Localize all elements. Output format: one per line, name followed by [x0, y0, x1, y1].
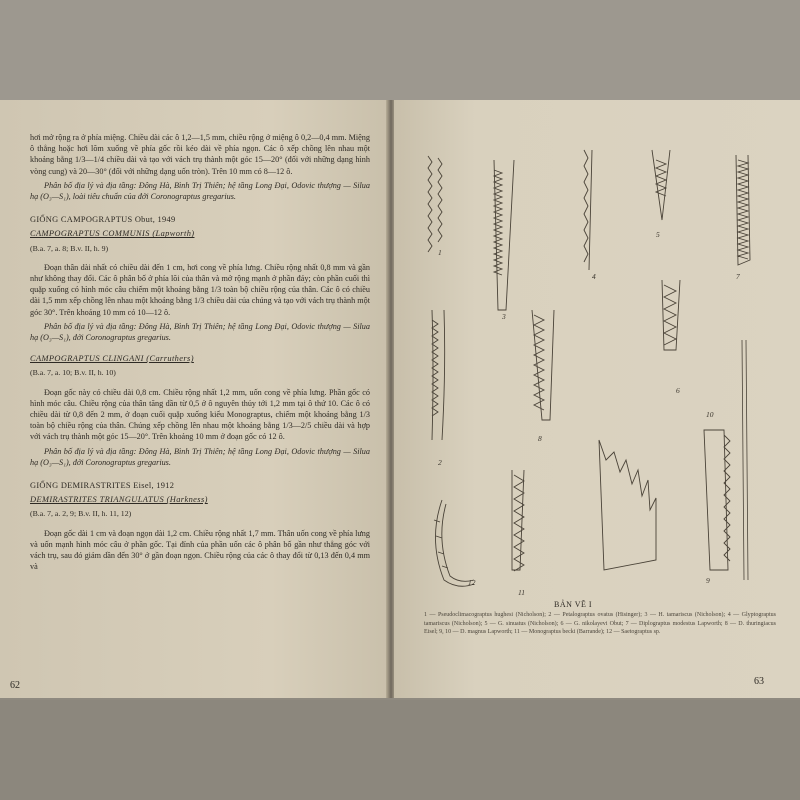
graptolite-figure-7: [736, 155, 750, 265]
graptolite-figure-1: [428, 156, 442, 252]
figure-label: 6: [676, 386, 680, 395]
paragraph: Đoạn gốc dài 1 cm và đoạn ngọn dài 1,2 cm. Chiều rộng nhất 1,7 mm. Thân uốn cong về phía lưng và uốn mạnh hình móc câu ở phần gốc. Tại đỉnh của phần uốn các ô phân bố gần như thẳng góc với vách trụ, sau đó giảm dần đến 30° ở gần đoạn ngọn. Chiều rộng của các ô thay đổi từ 0,13 đến 0,4 mm và: [30, 528, 370, 572]
genus-heading: GIỐNG CAMPOGRAPTUS Obut, 1949: [30, 215, 176, 225]
paragraph: hơi mở rộng ra ở phía miệng. Chiều dài các ô 1,2—1,5 mm, chiều rộng ở miệng ô 0,2—0,4 mm. Miệng ô thẳng hoặc hơi lõm xuống về phía gốc rồi kéo dài về phía ngọn. Các ô xếp chồng lên nhau một khoảng bằng 1/3—1/4 chiều dài và tạo với vách trụ thành một góc 15—20° (đối với những dạng hình vòng cung) và 20—30° (đối với những dạng uốn tròn). Trên 10 mm có 8—12 ô.: [30, 133, 370, 176]
plate-caption-title: BẢN VẼ I: [554, 600, 593, 609]
distribution-paragraph: Phân bố địa lý và địa tầng: Đông Hà, Bình Trị Thiên; hệ tầng Long Đại, Odovic thượng — Silua hạ (O₃—S₁), đới Coronograptus gregarius.: [30, 446, 370, 467]
figure-label: 9: [706, 576, 710, 585]
page-number-right: 63: [754, 676, 764, 687]
left-page: [0, 100, 388, 698]
species-reference: (B.a. 7, a. 2, 9; B.v. II, h. 11, 12): [30, 509, 132, 519]
graptolite-figure-11: [512, 470, 524, 571]
graptolite-figure-12: [434, 500, 474, 586]
figure-label: 7: [736, 272, 740, 281]
figure-label: 2: [438, 458, 442, 467]
figure-label: 8: [538, 434, 542, 443]
graptolite-figure-4: [584, 150, 592, 270]
genus-heading: GIỐNG DEMIRASTRITES Eisel, 1912: [30, 481, 175, 491]
figure-label: 10: [706, 410, 714, 419]
paragraph: Đoạn thân dài nhất có chiều dài đến 1 cm, hơi cong về phía lưng. Chiều rộng nhất 0,8 mm và gần như không thay đổi. Các ô phân bố ở phía lõi của thân và mở rộng mạnh ở phần đáy; còn phần cuối thì quặp xuống có hình móc câu chiếm một khoảng bằng 1/3 toàn bộ chiều rộng của thân. Các ô có chiều dài 1,5 mm xếp chồng lên nhau một khoảng bằng 1/3 chiều dài của chúng và tạo với vách trụ thành một góc 30°. Trên khoảng 10 mm có 10—12 ô.: [30, 262, 370, 317]
graptolite-figure-3: [494, 160, 514, 310]
graptolite-figure-center: [599, 440, 656, 570]
graptolite-figure-8: [532, 310, 554, 420]
graptolite-figure-10: [742, 340, 748, 580]
plate-caption: 1 — Pseudoclimacograptus hughesi (Nicholson); 2 — Petalograptus ovatus (Hisinger); 3 — H. tamariscus (Nicholson); 4 — Glyptograptus tamariscus (Nicholson); 5 — G. sinuatus (Nicholson); 6 — G. nikolayevi Obut; 7 — Diplograptus modestus Lapworth; 8 — D. thuringiacus Eisel; 9, 10 — D. magnus Lapworth; 11 — Monograptus becki (Barrande); 12 — Saetograptus sp.: [424, 612, 776, 636]
species-reference: (B.a. 7, a. 8; B.v. II, h. 9): [30, 243, 109, 253]
figure-label: 5: [656, 230, 660, 239]
paragraph: Đoạn gốc này có chiều dài 0,8 cm. Chiều rộng nhất 1,2 mm, uốn cong về phía lưng. Phần gốc có hình móc câu. Chiều rộng của thân tăng dần từ 0,5 ở ô nguyên thủy tới 1,2 mm tại ô thứ 10. Các ô có chiều dài từ 0,8 đến 2 mm, ở đoạn cuối quặp xuống kiểu Monograptus, chiếm một khoảng bằng 1/3 toàn bộ chiều rộng của thân. Chúng xếp chồng lên nhau một khoảng bằng 1/3—2/5 chiều dài và hợp với vách trụ thành một góc 15—20°. Trên khoảng 10 mm ở đoạn gốc có 12 ô.: [30, 387, 370, 442]
species-heading: CAMPOGRAPTUS COMMUNIS (Lapworth): [30, 229, 195, 239]
species-reference: (B.a. 7, a. 10; B.v. II, h. 10): [30, 368, 116, 378]
table-surface-bottom: [0, 700, 800, 800]
graptolite-figure-6: [662, 280, 680, 350]
species-heading: DEMIRASTRITES TRIANGULATUS (Harkness): [30, 495, 208, 505]
distribution-paragraph: Phân bố địa lý và địa tầng: Đông Hà, Bình Trị Thiên; hệ tầng Long Đại, Odovic thượng — Silua hạ (O₃—S₁), loài tiêu chuẩn của đới Coronograptus gregarius.: [30, 180, 370, 202]
figure-label: 4: [592, 272, 596, 281]
right-page: [394, 100, 800, 698]
graptolite-plate-illustration: [394, 100, 800, 698]
graptolite-figure-5: [652, 150, 670, 220]
graptolite-figure-2: [432, 310, 445, 440]
figure-label: 3: [502, 312, 506, 321]
figure-label: 11: [518, 588, 525, 597]
page-number-left: 62: [10, 680, 20, 691]
distribution-paragraph: Phân bố địa lý và địa tầng: Đông Hà, Bình Trị Thiên; hệ tầng Long Đại, Odovic thượng — Silua hạ (O₃—S₁), đới Coronograptus gregarius.: [30, 321, 370, 343]
table-surface-top: [0, 0, 800, 104]
figure-label: 1: [438, 248, 442, 257]
species-heading: CAMPOGRAPTUS CLINGANI (Carruthers): [30, 354, 194, 364]
left-page-text-column: [30, 132, 370, 576]
figure-label: 12: [468, 578, 476, 587]
graptolite-figure-9: [704, 430, 730, 570]
